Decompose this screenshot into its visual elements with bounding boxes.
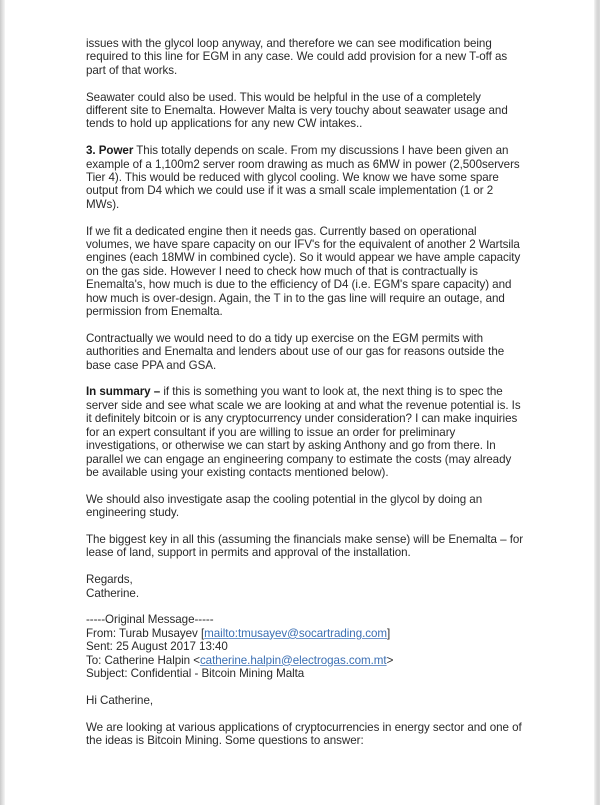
paragraph-seawater (86, 91, 556, 131)
text-line: engineering study. (86, 506, 179, 520)
greeting-text: Hi Catherine, (86, 693, 154, 707)
greeting (86, 694, 556, 707)
text-line: issues with the glycol loop anyway, and therefore we can see modification being (86, 37, 492, 50)
text-line: volumes, we have spare capacity on our IFV's for the equivalent of another 2 Wartsila (86, 238, 520, 252)
text-line: example of a 1,100m2 server room drawing as much as 6MW in power (2,500servers (86, 157, 520, 171)
paragraph-gas-capacity (86, 225, 556, 319)
text-line: Seawater could also be used. This would be helpful in the use of a completely (86, 90, 481, 104)
from-line (86, 627, 556, 640)
page-right-edge (594, 0, 600, 805)
text-line: tends to hold up applications for any new CW intakes.. (86, 117, 363, 131)
to-line (86, 654, 556, 667)
text-line: output from D4 which we could use if it was a small scale implementation (1 or 2 (86, 184, 494, 198)
text-line: We are looking at various applications of cryptocurrencies in energy sector and one of (86, 720, 522, 734)
from-label: From: Turab Musayev [ (86, 626, 205, 640)
section-heading-power: 3. Power (86, 144, 134, 158)
text-line: base case PPA and GSA. (86, 358, 217, 372)
paragraph-summary (86, 385, 556, 479)
paragraph-glycol-loop (86, 37, 556, 77)
text-segment: This totally depends on scale. From my discussions I have been given an (133, 144, 509, 158)
text-line (86, 385, 556, 398)
to-email-link[interactable]: catherine.halpin@electrogas.com.mt (199, 653, 387, 667)
text-line: on the gas side. However I need to check how much of that is contractually is (86, 264, 478, 278)
text-line (86, 144, 556, 157)
text-line: required to this line for EGM in any case. We could add provision for a new T-off as (86, 50, 508, 64)
text-line: how much is over-design. Again, the T in to the gas line will require an outage, and (86, 291, 505, 305)
text-line: for an expert consultant if you are willing to issue an order for preliminary (86, 425, 456, 439)
text-line: lease of land, support in permits and approval of the installation. (86, 546, 411, 560)
text-line: If we fit a dedicated engine then it needs gas. Currently based on operational (86, 224, 477, 238)
to-suffix: > (386, 653, 394, 667)
to-label: To: Catherine Halpin < (86, 653, 200, 667)
text-line: permission from Enemalta. (86, 305, 223, 319)
paragraph-power (86, 144, 556, 211)
sign-off: Regards, (86, 573, 133, 587)
text-line: the ideas is Bitcoin Mining. Some questions to answer: (86, 733, 364, 747)
text-line: Enemalta's, how much is due to the efficiency of D4 (i.e. EGM's spare capacity) and (86, 278, 512, 292)
from-suffix: ] (387, 626, 391, 640)
page-left-edge (0, 0, 5, 805)
text-line: different site to Enemalta. However Malta is very touchy about seawater usage and (86, 104, 508, 118)
subject-line: Subject: Confidential - Bitcoin Mining Malta (86, 666, 305, 680)
text-line: server side and see what scale we are looking at and what the revenue potential is. Is (86, 398, 521, 412)
paragraph-cooling-study (86, 493, 556, 520)
sent-line: Sent: 25 August 2017 13:40 (86, 640, 228, 654)
text-line: engines (each 18MW in combined cycle). So it would appear we have ample capacity (86, 251, 521, 265)
text-line: The biggest key in all this (assuming the financials make sense) will be Enemalta – for (86, 532, 524, 546)
paragraph-contractual (86, 332, 556, 372)
text-line: be available using your existing contacts mentioned below). (86, 465, 389, 479)
paragraph-reply-intro (86, 721, 556, 748)
text-line: We should also investigate asap the cooling potential in the glycol by doing an (86, 492, 483, 506)
original-message-divider: -----Original Message----- (86, 613, 214, 627)
paragraph-enemalta-key (86, 533, 556, 560)
original-message-header (86, 613, 556, 680)
text-line: Tier 4). This would be reduced with glycol cooling. We know we have some spare (86, 171, 499, 185)
text-line: parallel we can engage an engineering company to estimate the costs (may already (86, 452, 512, 466)
from-email-link[interactable]: mailto:tmusayev@socartrading.com (204, 626, 388, 640)
text-line: authorities and Enemalta and lenders about use of our gas for reasons outside the (86, 345, 505, 359)
text-line: part of that works. (86, 63, 178, 77)
text-segment: if this is something you want to look at, the next thing is to spec the (160, 385, 503, 399)
signer-name: Catherine. (86, 586, 139, 600)
signature (86, 573, 556, 600)
section-heading-summary: In summary – (86, 385, 161, 399)
email-document (86, 37, 556, 761)
text-line: investigations, or otherwise we can start by asking Anthony and go from there. In (86, 439, 496, 453)
text-line: MWs). (86, 197, 120, 211)
text-line: Contractually we would need to do a tidy up exercise on the EGM permits with (86, 331, 484, 345)
text-line: it definitely bitcoin or is any cryptocurrency under consideration? I can make inquiries (86, 412, 518, 426)
